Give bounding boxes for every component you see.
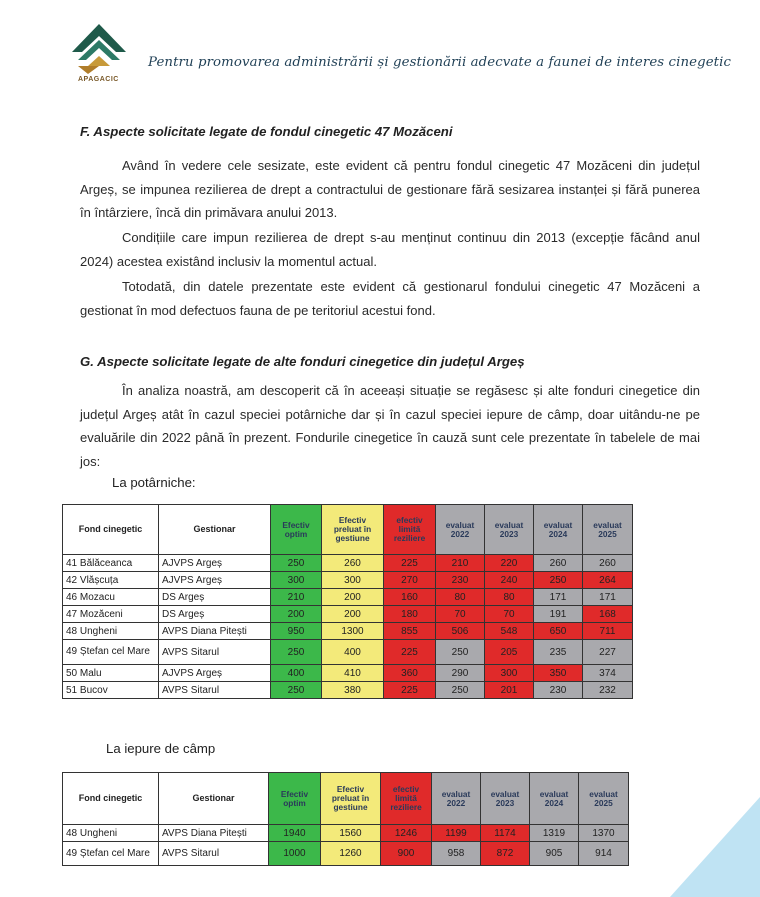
- section-g-title: G. Aspecte solicitate legate de alte fonduri cinegetice din județul Argeș: [80, 354, 525, 369]
- cell-value: 160: [384, 589, 436, 606]
- cell-value: 210: [436, 555, 485, 572]
- cell-value: 1246: [381, 825, 432, 842]
- header-evaluat-2025: evaluat 2025: [583, 505, 633, 555]
- cell-value: 400: [271, 665, 322, 682]
- section-f-paragraph-1: Având în vedere cele sesizate, este evident că pentru fondul cinegetic 47 Mozăceni din județul Argeș, se impunea rezilierea de drept a contractului de gestionare fără sesizarea instanței și fără punerea în întârziere, încă din primăvara anului 2013.: [80, 158, 700, 220]
- cell-value: 1370: [579, 825, 629, 842]
- cell-value: 250: [271, 555, 322, 572]
- cell-value: 914: [579, 842, 629, 866]
- cell-value: 548: [485, 623, 534, 640]
- cell-value: 264: [583, 572, 633, 589]
- header-efectiv-preluat: Efectiv preluat în gestiune: [321, 773, 381, 825]
- cell-gestionar: AVPS Sitarul: [159, 682, 271, 699]
- cell-fond: 49 Ștefan cel Mare: [63, 640, 159, 665]
- header-efectiv-limita: efectiv limită reziliere: [384, 505, 436, 555]
- cell-value: 1199: [432, 825, 481, 842]
- cell-value: 225: [384, 640, 436, 665]
- cell-value: 235: [534, 640, 583, 665]
- cell-value: 1000: [269, 842, 321, 866]
- cell-value: 360: [384, 665, 436, 682]
- cell-value: 260: [583, 555, 633, 572]
- header-gestionar: Gestionar: [159, 773, 269, 825]
- cell-value: 650: [534, 623, 583, 640]
- table-row: [63, 640, 633, 665]
- table-row: [63, 623, 633, 640]
- cell-fond: 51 Bucov: [63, 682, 159, 699]
- cell-value: 191: [534, 606, 583, 623]
- cell-value: 171: [583, 589, 633, 606]
- cell-gestionar: DS Argeș: [159, 589, 271, 606]
- section-f-paragraph-3: Totodată, din datele prezentate este evident că gestionarul fondului cinegetic 47 Mozăceni a gestionat în mod defectuos fauna de pe teritoriul acestui fond.: [80, 279, 700, 318]
- cell-value: 350: [534, 665, 583, 682]
- table-potarniche: [62, 504, 633, 699]
- cell-value: 200: [322, 606, 384, 623]
- header-efectiv-optim: Efectiv optim: [269, 773, 321, 825]
- cell-fond: 50 Malu: [63, 665, 159, 682]
- header-efectiv-limita: efectiv limită reziliere: [381, 773, 432, 825]
- cell-value: 1260: [321, 842, 381, 866]
- cell-value: 506: [436, 623, 485, 640]
- header-evaluat-2022: evaluat 2022: [436, 505, 485, 555]
- table1-caption: La potârniche:: [112, 475, 196, 490]
- cell-value: 180: [384, 606, 436, 623]
- cell-value: 70: [436, 606, 485, 623]
- cell-gestionar: DS Argeș: [159, 606, 271, 623]
- table-row: [63, 682, 633, 699]
- cell-value: 260: [534, 555, 583, 572]
- cell-value: 171: [534, 589, 583, 606]
- header-evaluat-2023: evaluat 2023: [481, 773, 530, 825]
- cell-value: 250: [534, 572, 583, 589]
- cell-fond: 41 Bălăceanca: [63, 555, 159, 572]
- cell-value: 900: [381, 842, 432, 866]
- cell-value: 872: [481, 842, 530, 866]
- cell-value: 380: [322, 682, 384, 699]
- table-row: [63, 572, 633, 589]
- header-efectiv-optim: Efectiv optim: [271, 505, 322, 555]
- cell-value: 1300: [322, 623, 384, 640]
- cell-value: 711: [583, 623, 633, 640]
- section-g-paragraph-1: În analiza noastră, am descoperit că în aceeași situație se regăsesc și alte fonduri cinegetice din județul Argeș atât în cazul speciei potârniche dar și în cazul speciei iepure de câmp, doar uitându-ne pe evaluările din 2022 până în prezent. Fondurile cinegetice în cauză sunt cele prezentate în tabelele de mai jos:: [80, 383, 700, 469]
- cell-fond: 47 Mozăceni: [63, 606, 159, 623]
- table-row: [63, 665, 633, 682]
- cell-value: 250: [436, 682, 485, 699]
- cell-fond: 42 Vlășcuța: [63, 572, 159, 589]
- table-iepure: [62, 772, 629, 866]
- cell-value: 290: [436, 665, 485, 682]
- table-row: [63, 555, 633, 572]
- cell-value: 168: [583, 606, 633, 623]
- header-gestionar: Gestionar: [159, 505, 271, 555]
- cell-value: 958: [432, 842, 481, 866]
- cell-value: 1319: [530, 825, 579, 842]
- cell-gestionar: AJVPS Argeș: [159, 555, 271, 572]
- cell-value: 227: [583, 640, 633, 665]
- cell-value: 200: [322, 589, 384, 606]
- cell-value: 80: [485, 589, 534, 606]
- cell-value: 230: [436, 572, 485, 589]
- cell-gestionar: AVPS Diana Pitești: [159, 623, 271, 640]
- section-f-title: F. Aspecte solicitate legate de fondul cinegetic 47 Mozăceni: [80, 124, 453, 139]
- cell-value: 225: [384, 682, 436, 699]
- cell-value: 200: [271, 606, 322, 623]
- cell-fond: 48 Ungheni: [63, 825, 159, 842]
- cell-value: 220: [485, 555, 534, 572]
- cell-value: 260: [322, 555, 384, 572]
- cell-value: 905: [530, 842, 579, 866]
- cell-value: 1560: [321, 825, 381, 842]
- decorative-corner: [670, 797, 760, 897]
- table-row: [63, 825, 629, 842]
- cell-value: 230: [534, 682, 583, 699]
- cell-fond: 48 Ungheni: [63, 623, 159, 640]
- header-evaluat-2024: evaluat 2024: [534, 505, 583, 555]
- header-tagline: Pentru promovarea administrării și gestionării adecvate a faunei de interes cinegetic: [148, 55, 732, 70]
- cell-value: 80: [436, 589, 485, 606]
- header-evaluat-2022: evaluat 2022: [432, 773, 481, 825]
- cell-gestionar: AVPS Diana Pitești: [159, 825, 269, 842]
- header-evaluat-2025: evaluat 2025: [579, 773, 629, 825]
- cell-value: 950: [271, 623, 322, 640]
- cell-value: 1174: [481, 825, 530, 842]
- header-fond: Fond cinegetic: [63, 773, 159, 825]
- cell-value: 400: [322, 640, 384, 665]
- cell-value: 250: [271, 682, 322, 699]
- header-evaluat-2023: evaluat 2023: [485, 505, 534, 555]
- table2-caption: La iepure de câmp: [106, 741, 216, 756]
- cell-value: 250: [436, 640, 485, 665]
- cell-value: 300: [271, 572, 322, 589]
- logo-text: APAGACIC: [78, 76, 119, 83]
- cell-value: 1940: [269, 825, 321, 842]
- cell-value: 374: [583, 665, 633, 682]
- cell-gestionar: AVPS Sitarul: [159, 842, 269, 866]
- cell-gestionar: AJVPS Argeș: [159, 665, 271, 682]
- cell-value: 240: [485, 572, 534, 589]
- cell-value: 225: [384, 555, 436, 572]
- cell-gestionar: AJVPS Argeș: [159, 572, 271, 589]
- section-f-paragraph-2: Condițiile care impun rezilierea de drept s-au menținut continuu din 2013 (excepție făcând anul 2024) acestea existând inclusiv la momentul actual.: [80, 230, 700, 269]
- header-fond: Fond cinegetic: [63, 505, 159, 555]
- header-efectiv-preluat: Efectiv preluat în gestiune: [322, 505, 384, 555]
- table-row: [63, 589, 633, 606]
- cell-value: 205: [485, 640, 534, 665]
- cell-fond: 49 Ștefan cel Mare: [63, 842, 159, 866]
- cell-value: 855: [384, 623, 436, 640]
- cell-value: 250: [271, 640, 322, 665]
- table-row: [63, 842, 629, 866]
- cell-value: 300: [322, 572, 384, 589]
- header-evaluat-2024: evaluat 2024: [530, 773, 579, 825]
- table-row: [63, 606, 633, 623]
- cell-value: 270: [384, 572, 436, 589]
- cell-value: 410: [322, 665, 384, 682]
- cell-value: 70: [485, 606, 534, 623]
- apagacic-logo: [68, 22, 130, 84]
- cell-value: 232: [583, 682, 633, 699]
- cell-gestionar: AVPS Sitarul: [159, 640, 271, 665]
- cell-value: 300: [485, 665, 534, 682]
- cell-fond: 46 Mozacu: [63, 589, 159, 606]
- cell-value: 210: [271, 589, 322, 606]
- cell-value: 201: [485, 682, 534, 699]
